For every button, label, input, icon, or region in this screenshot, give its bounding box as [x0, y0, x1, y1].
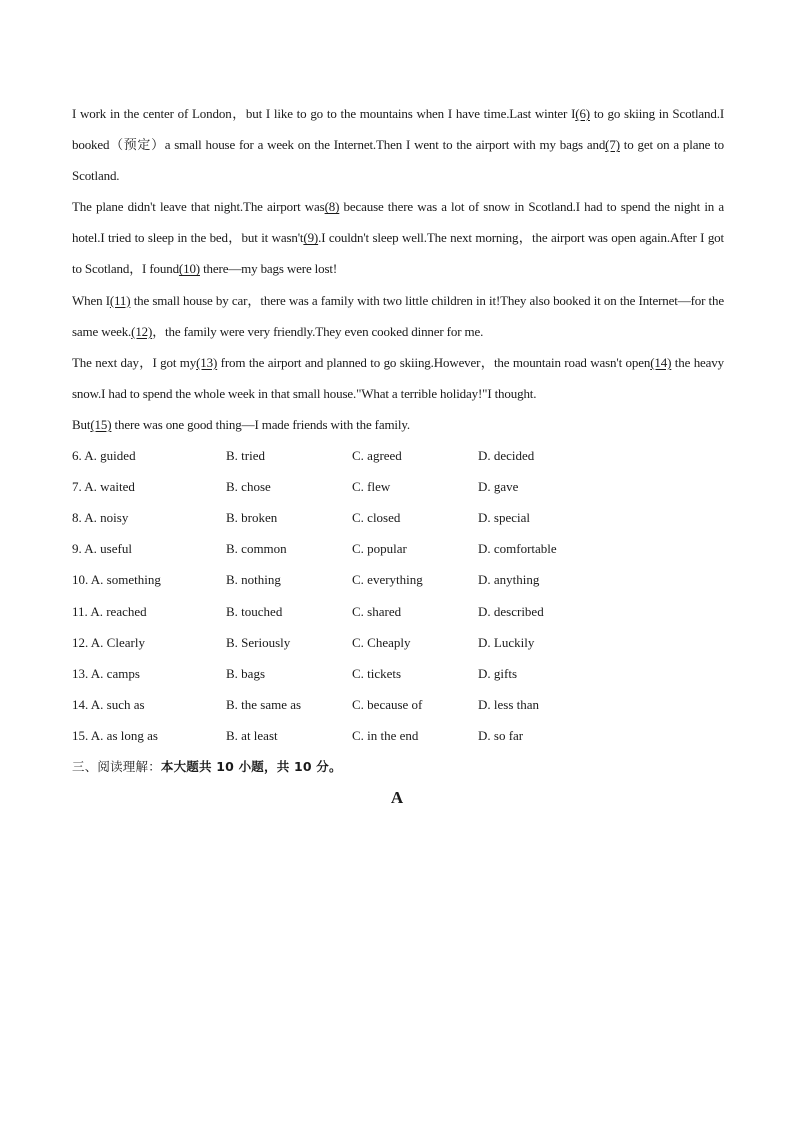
option-c: C. closed: [352, 510, 401, 526]
passage-text: to get on a plane to Scotland.: [72, 137, 724, 184]
part-title: A: [390, 788, 404, 808]
blank-marker: (6): [575, 106, 590, 121]
option-c: C. agreed: [352, 448, 402, 464]
option-d: D. gave: [478, 479, 519, 495]
option-a: 9. A. useful: [72, 541, 132, 557]
option-c: C. because of: [352, 696, 423, 712]
option-d: D. Luckily: [478, 634, 535, 650]
question-row: [72, 502, 724, 533]
option-d: D. less than: [478, 696, 540, 712]
passage-paragraph: [72, 409, 724, 440]
question-row: [72, 658, 724, 689]
passage-text: because there was a lot of snow in Scotland.I had to spend the night in a hotel.I tried to sleep in the bed，but it wasn't: [72, 199, 724, 246]
passage-text: from the airport and planned to go skiing.However，the mountain road wasn't open: [217, 354, 651, 370]
option-a: 7. A. waited: [72, 479, 135, 495]
blank-marker: (12): [131, 323, 153, 339]
passage-text: .I couldn't sleep well.The next morning，the airport was open again.After I got to Scotland，I found: [72, 230, 724, 277]
passage-text: When I: [72, 292, 110, 308]
exam-page: [72, 98, 724, 808]
option-c: C. tickets: [352, 665, 402, 681]
passage-text: The plane didn't leave that night.The airport was: [72, 199, 325, 215]
option-a: 15. A. as long as: [72, 727, 158, 743]
option-b: B. nothing: [226, 572, 281, 588]
option-b: B. the same as: [226, 696, 302, 712]
section-heading: [72, 751, 724, 782]
option-b: B. common: [226, 541, 287, 557]
question-options: [72, 440, 724, 751]
option-b: B. Seriously: [226, 634, 291, 650]
blank-marker: (14): [650, 354, 672, 370]
option-b: B. touched: [226, 603, 283, 619]
question-row: [72, 440, 724, 471]
option-c: C. Cheaply: [352, 634, 411, 650]
option-b: B. chose: [226, 479, 271, 495]
option-a: 8. A. noisy: [72, 510, 129, 526]
option-c: C. shared: [352, 603, 402, 619]
option-a: 13. A. camps: [72, 665, 140, 681]
passage-paragraph: [72, 285, 724, 347]
passage-text: ，the family were very friendly.They even cooked dinner for me.: [152, 323, 484, 339]
option-c: C. in the end: [352, 727, 419, 743]
passage-text: I work in the center of London，but I like to go to the mountains when I have time.Last winter I: [72, 106, 576, 121]
option-b: B. at least: [226, 727, 278, 743]
question-row: [72, 596, 724, 627]
passage-paragraph: [72, 191, 724, 284]
section-heading-prefix: 三、阅读理解：: [72, 758, 161, 774]
option-a: 10. A. something: [72, 572, 161, 588]
option-a: 11. A. reached: [72, 603, 147, 619]
question-row: [72, 720, 724, 751]
question-row: [72, 471, 724, 502]
option-c: C. everything: [352, 572, 423, 588]
option-d: D. so far: [478, 727, 524, 743]
section-heading-text: 本大题共 10 小题，共 10 分。: [160, 758, 342, 774]
passage-text: the small house by car，there was a family with two little children in it!They also booked it on the Internet—for the same week.: [72, 292, 724, 339]
blank-marker: (15): [90, 416, 112, 432]
blank-marker: (8): [324, 199, 340, 215]
option-d: D. decided: [478, 448, 535, 464]
option-a: 14. A. such as: [72, 696, 145, 712]
option-b: B. tried: [226, 448, 265, 464]
option-b: B. broken: [226, 510, 278, 526]
passage-text: the heavy snow.I had to spend the whole week in that small house."What a terrible holiday!"I thought.: [72, 354, 724, 401]
blank-marker: (11): [109, 292, 131, 308]
option-d: D. anything: [478, 572, 540, 588]
option-c: C. flew: [352, 479, 391, 495]
blank-marker: (13): [196, 354, 218, 370]
blank-marker: (7): [605, 137, 620, 153]
passage-text: The next day，I got my: [72, 354, 197, 370]
passage-paragraph: [72, 347, 724, 409]
option-c: C. popular: [352, 541, 407, 557]
option-d: D. comfortable: [478, 541, 557, 557]
option-d: D. described: [478, 603, 544, 619]
passage-text: to go skiing in Scotland.I booked（预定）a small house for a week on the Internet.Then I went to the airport with my bags and: [72, 106, 724, 153]
question-row: [72, 627, 724, 658]
option-d: D. special: [478, 510, 530, 526]
passage-text: there was one good thing—I made friends with the family.: [111, 416, 410, 432]
passage-text: there—my bags were lost!: [199, 261, 338, 277]
option-d: D. gifts: [478, 665, 517, 681]
question-row: [72, 689, 724, 720]
option-b: B. bags: [226, 665, 265, 681]
passage-paragraph: [72, 98, 724, 191]
passage-text: But: [72, 416, 91, 432]
blank-marker: (9): [303, 230, 319, 246]
question-row: [72, 533, 724, 564]
cloze-passage: [72, 98, 724, 440]
blank-marker: (10): [178, 261, 200, 277]
option-a: 12. A. Clearly: [72, 634, 145, 650]
option-a: 6. A. guided: [72, 448, 136, 464]
question-row: [72, 564, 724, 595]
